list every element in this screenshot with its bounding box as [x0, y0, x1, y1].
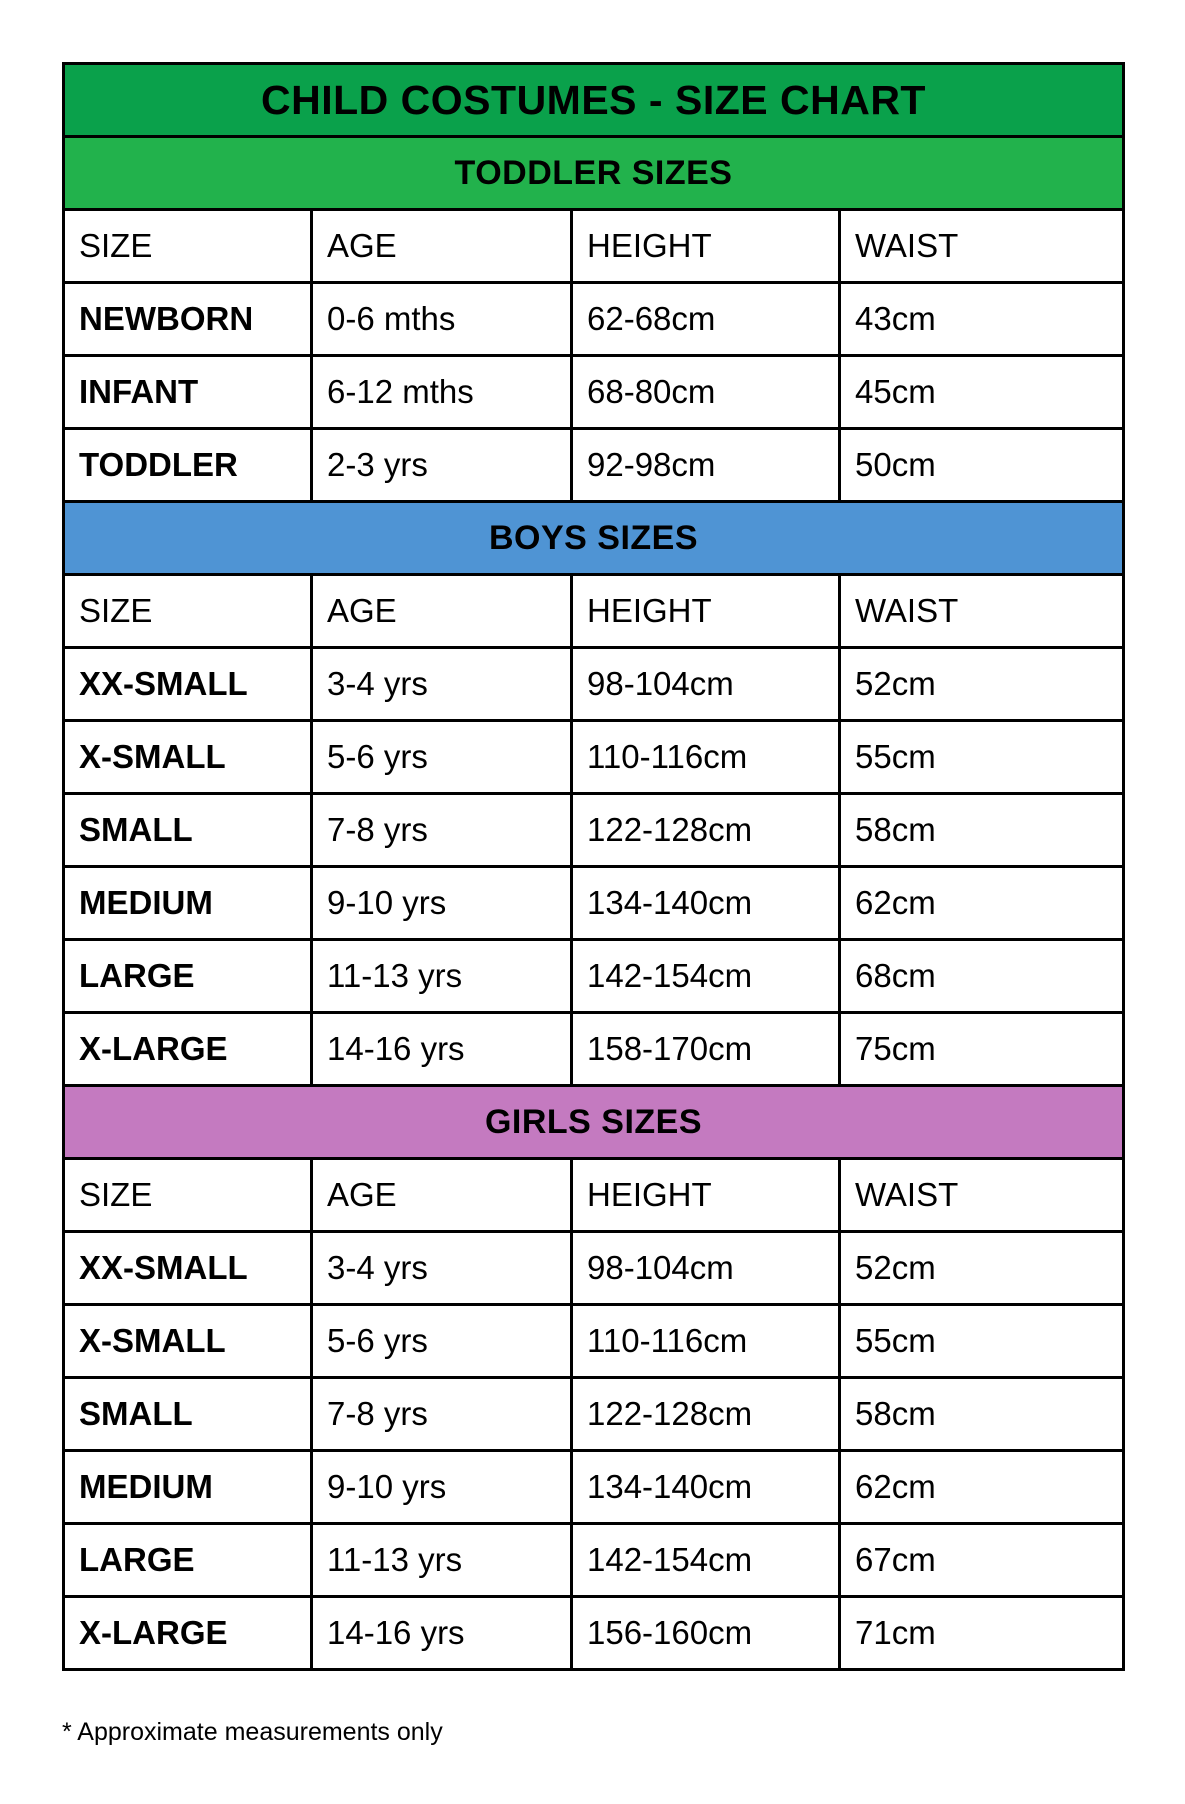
column-header-size-label: SIZE: [79, 592, 153, 629]
table-row: [64, 721, 1124, 794]
column-header-age-label: AGE: [327, 227, 397, 264]
section-header-cell-girls: [64, 1086, 1124, 1159]
cell-height-value: 62-68cm: [587, 300, 716, 337]
cell-height-value: 142-154cm: [587, 1541, 753, 1578]
cell-waist: [840, 940, 1124, 1013]
size-chart-table: [62, 62, 1125, 1671]
cell-size: [64, 867, 312, 940]
cell-age: [312, 1597, 572, 1670]
cell-height-value: 110-116cm: [587, 738, 748, 775]
column-header-height-label: HEIGHT: [587, 1176, 712, 1213]
cell-size: [64, 283, 312, 356]
cell-height-value: 156-160cm: [587, 1614, 753, 1651]
cell-waist-value: 75cm: [855, 1030, 936, 1067]
cell-age: [312, 648, 572, 721]
column-header-size-label: SIZE: [79, 227, 153, 264]
cell-size: [64, 794, 312, 867]
cell-age-value: 11-13 yrs: [327, 1541, 463, 1578]
cell-height: [572, 648, 840, 721]
section-title-girls: GIRLS SIZES: [484, 1102, 703, 1141]
cell-age-value: 11-13 yrs: [327, 957, 463, 994]
column-header-age-label: AGE: [327, 1176, 397, 1213]
cell-waist: [840, 721, 1124, 794]
cell-age-value: 9-10 yrs: [327, 1468, 447, 1505]
cell-waist: [840, 1378, 1124, 1451]
column-header-waist: [840, 575, 1124, 648]
cell-size: [64, 1232, 312, 1305]
cell-age: [312, 1524, 572, 1597]
cell-waist: [840, 794, 1124, 867]
cell-waist-value: 67cm: [855, 1541, 936, 1578]
cell-age-value: 14-16 yrs: [327, 1030, 465, 1067]
section-header-girls: [64, 1086, 1124, 1159]
cell-age-value: 2-3 yrs: [327, 446, 428, 483]
cell-age-value: 9-10 yrs: [327, 884, 447, 921]
column-header-waist-label: WAIST: [855, 592, 959, 629]
column-header-size: [64, 575, 312, 648]
table-row: [64, 1305, 1124, 1378]
cell-size: [64, 429, 312, 502]
cell-size-value: X-LARGE: [79, 1614, 228, 1651]
cell-size: [64, 356, 312, 429]
cell-age: [312, 1013, 572, 1086]
table-row: [64, 1524, 1124, 1597]
table-row: [64, 1013, 1124, 1086]
cell-size-value: MEDIUM: [79, 884, 213, 921]
cell-age: [312, 1451, 572, 1524]
cell-age-value: 0-6 mths: [327, 300, 456, 337]
cell-age: [312, 1305, 572, 1378]
column-header-waist: [840, 210, 1124, 283]
cell-waist-value: 50cm: [855, 446, 936, 483]
cell-age-value: 5-6 yrs: [327, 1322, 428, 1359]
cell-size-value: INFANT: [79, 373, 199, 410]
cell-waist-value: 62cm: [855, 884, 936, 921]
column-header-height: [572, 1159, 840, 1232]
cell-size: [64, 1597, 312, 1670]
cell-waist-value: 62cm: [855, 1468, 936, 1505]
cell-waist-value: 52cm: [855, 1249, 936, 1286]
cell-waist-value: 71cm: [855, 1614, 936, 1651]
column-header-row-girls: [64, 1159, 1124, 1232]
cell-size-value: X-SMALL: [79, 738, 226, 775]
footnote: * Approximate measurements only: [62, 1718, 443, 1746]
cell-age-value: 5-6 yrs: [327, 738, 428, 775]
cell-height: [572, 356, 840, 429]
column-header-row-toddler: [64, 210, 1124, 283]
section-header-toddler: [64, 137, 1124, 210]
column-header-height-label: HEIGHT: [587, 592, 712, 629]
column-header-waist-label: WAIST: [855, 227, 959, 264]
cell-height-value: 142-154cm: [587, 957, 753, 994]
cell-height: [572, 429, 840, 502]
column-header-age: [312, 575, 572, 648]
cell-size: [64, 1451, 312, 1524]
cell-height-value: 98-104cm: [587, 665, 734, 702]
column-header-age: [312, 1159, 572, 1232]
cell-waist: [840, 648, 1124, 721]
cell-size-value: NEWBORN: [79, 300, 254, 337]
cell-height: [572, 1524, 840, 1597]
cell-size-value: X-SMALL: [79, 1322, 226, 1359]
cell-age-value: 7-8 yrs: [327, 1395, 428, 1432]
section-title-toddler: TODDLER SIZES: [454, 153, 733, 192]
cell-waist: [840, 429, 1124, 502]
cell-age: [312, 940, 572, 1013]
cell-age: [312, 1232, 572, 1305]
cell-size-value: MEDIUM: [79, 1468, 213, 1505]
table-row: [64, 429, 1124, 502]
cell-height-value: 134-140cm: [587, 884, 753, 921]
cell-height: [572, 1451, 840, 1524]
cell-size: [64, 1013, 312, 1086]
cell-waist-value: 68cm: [855, 957, 936, 994]
cell-size: [64, 1378, 312, 1451]
cell-size: [64, 1524, 312, 1597]
cell-size-value: XX-SMALL: [79, 1249, 248, 1286]
table-row: [64, 1451, 1124, 1524]
column-header-height: [572, 575, 840, 648]
cell-size: [64, 648, 312, 721]
cell-age: [312, 429, 572, 502]
table-row: [64, 648, 1124, 721]
cell-age-value: 7-8 yrs: [327, 811, 428, 848]
cell-waist: [840, 1013, 1124, 1086]
cell-size-value: LARGE: [79, 1541, 195, 1578]
column-header-age-label: AGE: [327, 592, 397, 629]
cell-waist-value: 58cm: [855, 1395, 936, 1432]
size-chart-container: [62, 62, 1122, 1671]
cell-size-value: SMALL: [79, 1395, 193, 1432]
cell-waist-value: 43cm: [855, 300, 936, 337]
chart-title-cell: [64, 64, 1124, 137]
cell-height: [572, 283, 840, 356]
cell-waist-value: 58cm: [855, 811, 936, 848]
cell-waist: [840, 1597, 1124, 1670]
cell-height: [572, 721, 840, 794]
cell-waist: [840, 1451, 1124, 1524]
column-header-height: [572, 210, 840, 283]
cell-size: [64, 940, 312, 1013]
table-row: [64, 1378, 1124, 1451]
cell-height: [572, 1013, 840, 1086]
cell-age: [312, 721, 572, 794]
cell-waist: [840, 283, 1124, 356]
cell-age-value: 3-4 yrs: [327, 1249, 428, 1286]
cell-height-value: 68-80cm: [587, 373, 716, 410]
column-header-height-label: HEIGHT: [587, 227, 712, 264]
cell-size-value: TODDLER: [79, 446, 238, 483]
column-header-waist: [840, 1159, 1124, 1232]
table-row: [64, 940, 1124, 1013]
cell-height: [572, 1305, 840, 1378]
cell-waist: [840, 867, 1124, 940]
cell-size: [64, 721, 312, 794]
column-header-size: [64, 1159, 312, 1232]
cell-age-value: 14-16 yrs: [327, 1614, 465, 1651]
cell-height-value: 158-170cm: [587, 1030, 753, 1067]
cell-age-value: 6-12 mths: [327, 373, 474, 410]
column-header-size: [64, 210, 312, 283]
chart-title: CHILD COSTUMES - SIZE CHART: [261, 76, 926, 123]
cell-height-value: 122-128cm: [587, 811, 753, 848]
cell-size-value: SMALL: [79, 811, 193, 848]
cell-age: [312, 867, 572, 940]
cell-size-value: X-LARGE: [79, 1030, 228, 1067]
cell-waist-value: 52cm: [855, 665, 936, 702]
section-title-boys: BOYS SIZES: [488, 518, 699, 557]
cell-waist-value: 55cm: [855, 1322, 936, 1359]
table-row: [64, 1232, 1124, 1305]
cell-size: [64, 1305, 312, 1378]
table-row: [64, 1597, 1124, 1670]
cell-age: [312, 356, 572, 429]
section-header-cell-boys: [64, 502, 1124, 575]
cell-size-value: LARGE: [79, 957, 195, 994]
cell-height: [572, 867, 840, 940]
cell-height-value: 122-128cm: [587, 1395, 753, 1432]
table-row: [64, 356, 1124, 429]
cell-size-value: XX-SMALL: [79, 665, 248, 702]
section-header-boys: [64, 502, 1124, 575]
column-header-waist-label: WAIST: [855, 1176, 959, 1213]
cell-height: [572, 1378, 840, 1451]
cell-height-value: 92-98cm: [587, 446, 716, 483]
column-header-row-boys: [64, 575, 1124, 648]
chart-title-row: [64, 64, 1124, 137]
cell-height: [572, 794, 840, 867]
cell-age: [312, 283, 572, 356]
column-header-size-label: SIZE: [79, 1176, 153, 1213]
cell-height: [572, 1597, 840, 1670]
cell-height-value: 98-104cm: [587, 1249, 734, 1286]
cell-height-value: 134-140cm: [587, 1468, 753, 1505]
cell-height: [572, 940, 840, 1013]
cell-height-value: 110-116cm: [587, 1322, 748, 1359]
cell-waist-value: 45cm: [855, 373, 936, 410]
cell-waist: [840, 1232, 1124, 1305]
cell-waist: [840, 1305, 1124, 1378]
cell-age: [312, 794, 572, 867]
cell-age-value: 3-4 yrs: [327, 665, 428, 702]
table-row: [64, 867, 1124, 940]
cell-height: [572, 1232, 840, 1305]
cell-waist: [840, 356, 1124, 429]
cell-waist: [840, 1524, 1124, 1597]
section-header-cell-toddler: [64, 137, 1124, 210]
column-header-age: [312, 210, 572, 283]
cell-waist-value: 55cm: [855, 738, 936, 775]
table-row: [64, 794, 1124, 867]
cell-age: [312, 1378, 572, 1451]
table-row: [64, 283, 1124, 356]
